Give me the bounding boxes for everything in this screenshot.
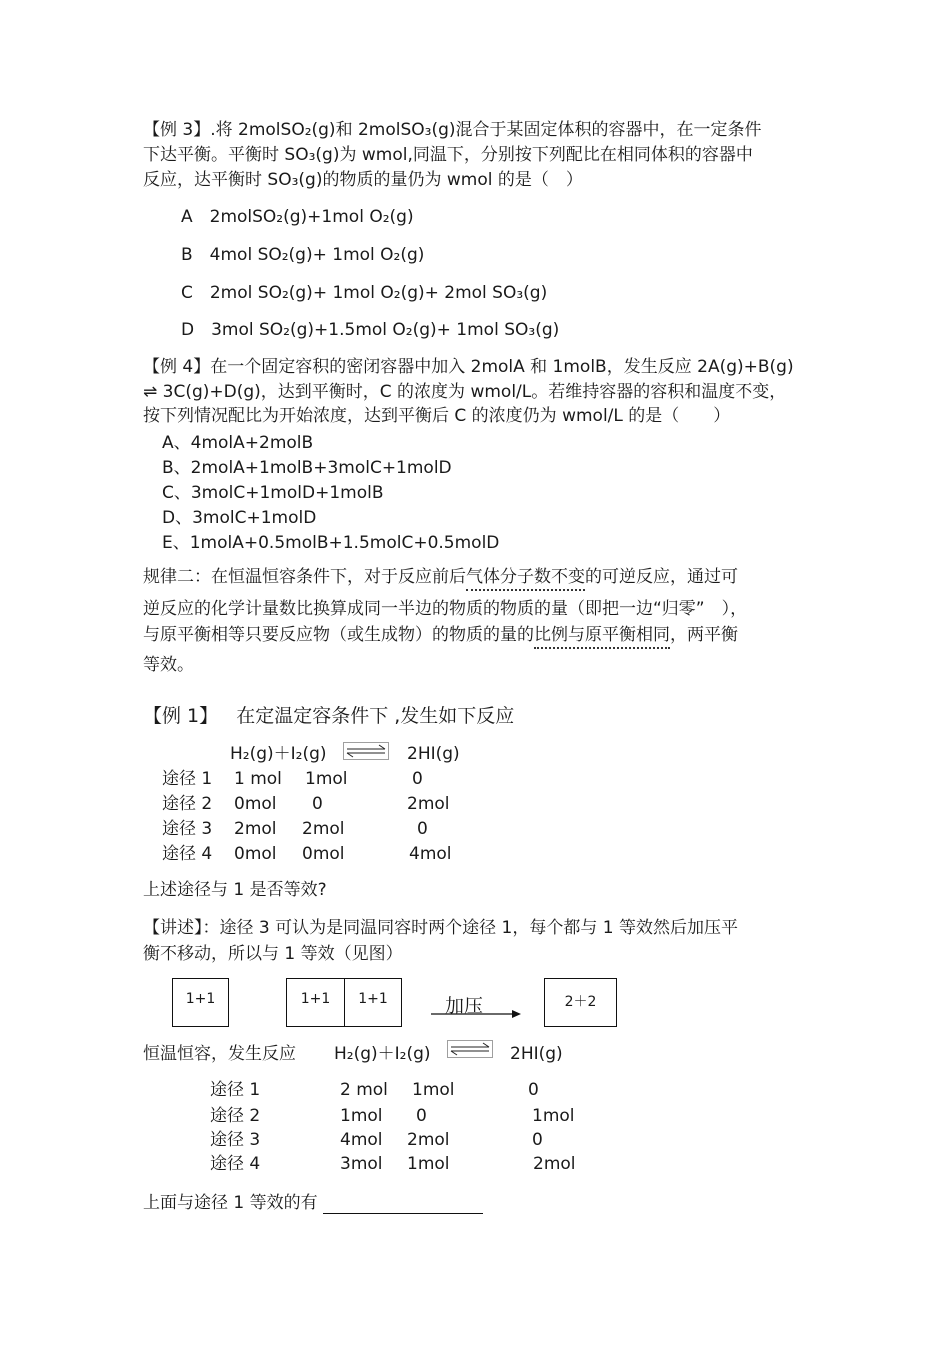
container-box-right xyxy=(344,978,402,1027)
ex3-line2: 下达平衡。平衡时 SO₃(g)为 wmol,同温下，分别按下列配比在相同体积的容器中 xyxy=(143,145,753,165)
rule2-line3 xyxy=(143,625,738,646)
table-row-label: 途径 1 xyxy=(210,1080,261,1100)
rule2-emphasis-ratio: 比例与原平衡相同 xyxy=(534,625,670,649)
ex4-line3: 按下列情况配比为开始浓度，达到平衡后 C 的浓度仍为 wmol/L 的是（ ） xyxy=(143,406,731,426)
table-cell: 0mol xyxy=(234,844,277,864)
rule2-line1-start: 规律二：在恒温恒容条件下，对于反应前后 xyxy=(143,567,466,587)
table-cell: 0mol xyxy=(302,844,345,864)
table-row-label: 途径 4 xyxy=(162,844,213,864)
table2-product: 2HI(g) xyxy=(510,1044,563,1064)
table-cell: 0 xyxy=(412,769,423,789)
table-row-label: 途径 4 xyxy=(210,1154,261,1174)
table-cell: 1mol xyxy=(412,1080,455,1100)
table-row-label: 途径 2 xyxy=(162,794,213,814)
table-cell: 1mol xyxy=(305,769,348,789)
ex4-option-d: D、3molC+1molD xyxy=(162,508,317,528)
pressurize-label: 加压 xyxy=(445,995,484,1017)
ex1-header-product: 2HI(g) xyxy=(407,744,460,764)
container-box-single xyxy=(172,978,229,1027)
table-cell: 0 xyxy=(532,1130,543,1150)
table-cell: 4mol xyxy=(340,1130,383,1150)
table-cell: 2mol xyxy=(407,794,450,814)
table-cell: 1mol xyxy=(532,1106,575,1126)
box-label: 2＋2 xyxy=(564,994,597,1010)
table-cell: 1mol xyxy=(407,1154,450,1174)
ex4-option-a: A、4molA+2molB xyxy=(162,433,314,453)
rule2-line1 xyxy=(143,567,738,588)
equilibrium-arrow-icon xyxy=(343,742,389,760)
table-row-label: 途径 3 xyxy=(162,819,213,839)
ex4-line1: 【例 4】在一个固定容积的密闭容器中加入 2molA 和 1molB，发生反应 2A(g)+B(g) xyxy=(143,357,794,377)
table-cell: 2mol xyxy=(407,1130,450,1150)
rule2-line1-end: 的可逆反应，通过可 xyxy=(585,567,738,587)
ex4-line2: ⇌ 3C(g)+D(g)，达到平衡时，C 的浓度为 wmol/L。若维持容器的容积和温度不变， xyxy=(143,382,787,402)
ex3-option-d: D 3mol SO₂(g)+1.5mol O₂(g)+ 1mol SO₃(g) xyxy=(181,320,560,340)
table2-question xyxy=(143,1193,483,1214)
table-cell: 4mol xyxy=(409,844,452,864)
container-box-compressed xyxy=(544,978,617,1027)
box-label: 1+1 xyxy=(300,991,331,1007)
table-cell: 0 xyxy=(312,794,323,814)
table-row-label: 途径 1 xyxy=(162,769,213,789)
table-cell: 2mol xyxy=(234,819,277,839)
ex3-option-b: B 4mol SO₂(g)+ 1mol O₂(g) xyxy=(181,245,425,265)
ex1-title xyxy=(143,704,514,728)
rule2-line4: 等效。 xyxy=(143,655,194,675)
answer-blank[interactable] xyxy=(323,1197,483,1214)
ex1-explain-line2: 衡不移动，所以与 1 等效（见图） xyxy=(143,944,403,964)
table-row-label: 途径 2 xyxy=(210,1106,261,1126)
table-cell: 2 mol xyxy=(340,1080,388,1100)
equilibrium-arrow-icon xyxy=(447,1040,493,1058)
rule2-line3-start: 与原平衡相等只要反应物（或生成物）的物质的量的 xyxy=(143,625,534,645)
table2-intro: 恒温恒容，发生反应 xyxy=(143,1044,296,1064)
container-box-left xyxy=(286,978,345,1027)
box-label: 1+1 xyxy=(358,991,388,1007)
table-cell: 1 mol xyxy=(234,769,282,789)
rule2-line3-end: ，两平衡 xyxy=(670,625,738,645)
table-cell: 1mol xyxy=(340,1106,383,1126)
ex4-option-b: B、2molA+1molB+3molC+1molD xyxy=(162,458,452,478)
ex1-title-tag: 【例 1】 xyxy=(143,705,219,727)
table2-reactants: H₂(g)＋I₂(g) xyxy=(334,1044,431,1064)
table-cell: 0mol xyxy=(234,794,277,814)
table-cell: 0 xyxy=(416,1106,427,1126)
ex3-option-c: C 2mol SO₂(g)+ 1mol O₂(g)+ 2mol SO₃(g) xyxy=(181,283,548,303)
table2-question-text: 上面与途径 1 等效的有 xyxy=(143,1193,318,1213)
table-cell: 3mol xyxy=(340,1154,383,1174)
ex3-option-a: A 2molSO₂(g)+1mol O₂(g) xyxy=(181,207,414,227)
rule2-line2: 逆反应的化学计量数比换算成同一半边的物质的物质的量（即把一边“归零” ）， xyxy=(143,599,748,619)
ex1-explain-line1: 【讲述】：途径 3 可认为是同温同容时两个途径 1，每个都与 1 等效然后加压平 xyxy=(143,918,738,938)
arrow-right-icon xyxy=(430,1008,522,1020)
rule2-emphasis-molecules: 气体分子数不变 xyxy=(466,567,585,591)
ex1-question: 上述途径与 1 是否等效? xyxy=(143,880,327,900)
ex1-title-text: 在定温定容条件下 ,发生如下反应 xyxy=(236,705,515,727)
ex4-option-c: C、3molC+1molD+1molB xyxy=(162,483,384,503)
ex1-header-reactants: H₂(g)＋I₂(g) xyxy=(230,744,327,764)
table-cell: 0 xyxy=(528,1080,539,1100)
ex3-line3: 反应，达平衡时 SO₃(g)的物质的量仍为 wmol 的是（ ） xyxy=(143,170,583,190)
table-row-label: 途径 3 xyxy=(210,1130,261,1150)
table-cell: 2mol xyxy=(302,819,345,839)
box-label: 1+1 xyxy=(185,991,216,1007)
ex3-line1: 【例 3】.将 2molSO₂(g)和 2molSO₃(g)混合于某固定体积的容器中，在一定条件 xyxy=(143,120,762,140)
table-cell: 0 xyxy=(417,819,428,839)
ex4-option-e: E、1molA+0.5molB+1.5molC+0.5molD xyxy=(162,533,500,553)
table-cell: 2mol xyxy=(533,1154,576,1174)
